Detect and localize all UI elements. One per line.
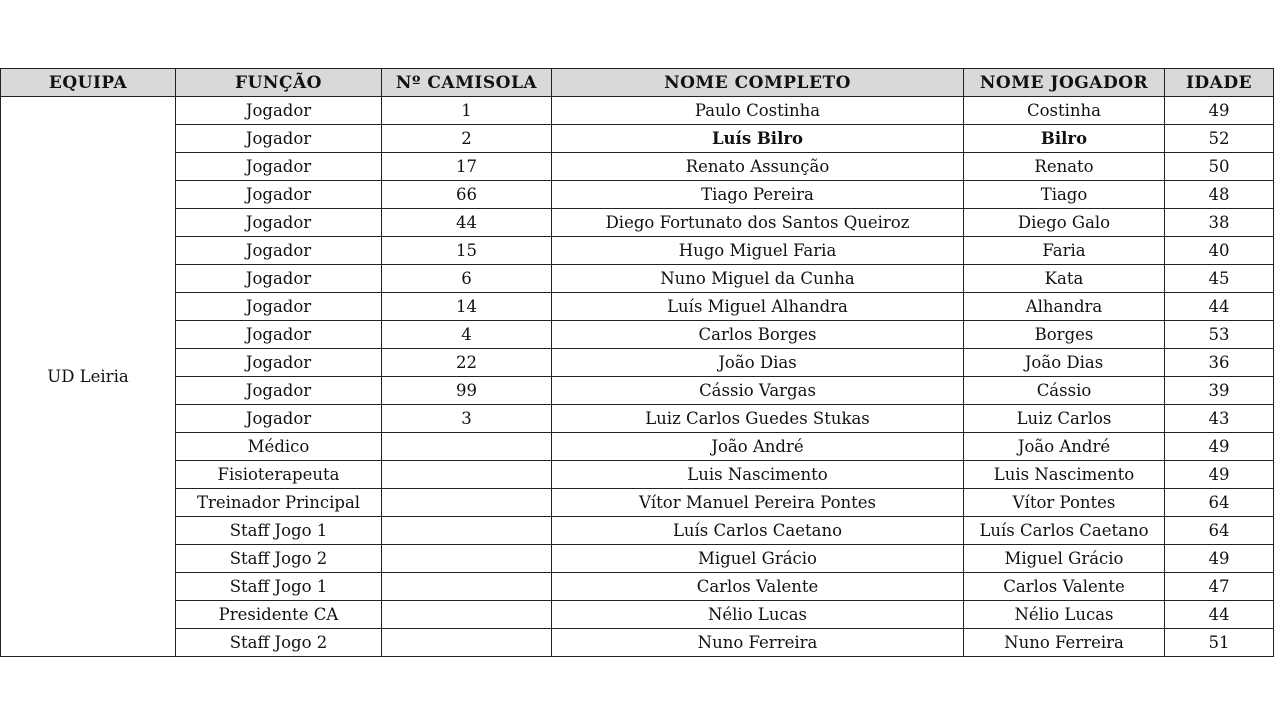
funcao-cell: Jogador — [176, 405, 382, 433]
nome-completo-cell: Tiago Pereira — [552, 181, 964, 209]
nome-jogador-cell: Vítor Pontes — [964, 489, 1165, 517]
funcao-cell: Jogador — [176, 125, 382, 153]
table-row — [1, 237, 1274, 265]
table-row — [1, 461, 1274, 489]
header-equipa: EQUIPA — [1, 69, 176, 97]
header-row — [1, 69, 1274, 97]
nome-completo-cell: Luis Nascimento — [552, 461, 964, 489]
nome-jogador-cell: Cássio — [964, 377, 1165, 405]
funcao-cell: Staff Jogo 2 — [176, 545, 382, 573]
camisola-cell: 3 — [382, 405, 552, 433]
nome-completo-cell: Miguel Grácio — [552, 545, 964, 573]
funcao-cell: Jogador — [176, 377, 382, 405]
idade-cell: 53 — [1165, 321, 1274, 349]
idade-cell: 43 — [1165, 405, 1274, 433]
header-nome-jogador: NOME JOGADOR — [964, 69, 1165, 97]
camisola-cell: 2 — [382, 125, 552, 153]
nome-jogador-cell: Bilro — [964, 125, 1165, 153]
nome-jogador-cell: Luiz Carlos — [964, 405, 1165, 433]
table-row — [1, 377, 1274, 405]
idade-cell: 39 — [1165, 377, 1274, 405]
funcao-cell: Jogador — [176, 349, 382, 377]
funcao-cell: Staff Jogo 2 — [176, 629, 382, 657]
idade-cell: 50 — [1165, 153, 1274, 181]
idade-cell: 64 — [1165, 489, 1274, 517]
table-row — [1, 573, 1274, 601]
nome-jogador-cell: Tiago — [964, 181, 1165, 209]
table-row — [1, 517, 1274, 545]
table-row — [1, 181, 1274, 209]
funcao-cell: Jogador — [176, 293, 382, 321]
nome-completo-cell: Nuno Ferreira — [552, 629, 964, 657]
table-row — [1, 321, 1274, 349]
nome-jogador-cell: Luís Carlos Caetano — [964, 517, 1165, 545]
idade-cell: 49 — [1165, 97, 1274, 125]
nome-jogador-cell: Faria — [964, 237, 1165, 265]
idade-cell: 52 — [1165, 125, 1274, 153]
team-cell: UD Leiria — [1, 97, 176, 657]
camisola-cell — [382, 517, 552, 545]
funcao-cell: Jogador — [176, 237, 382, 265]
nome-completo-cell: Luís Bilro — [552, 125, 964, 153]
camisola-cell: 1 — [382, 97, 552, 125]
nome-jogador-cell: Kata — [964, 265, 1165, 293]
table-row — [1, 125, 1274, 153]
roster-body — [1, 97, 1274, 657]
table-row — [1, 405, 1274, 433]
nome-jogador-cell: João Dias — [964, 349, 1165, 377]
table-row — [1, 97, 1274, 125]
roster-table — [0, 68, 1274, 657]
nome-jogador-cell: Diego Galo — [964, 209, 1165, 237]
funcao-cell: Jogador — [176, 209, 382, 237]
nome-completo-cell: Carlos Valente — [552, 573, 964, 601]
nome-completo-cell: Luís Carlos Caetano — [552, 517, 964, 545]
idade-cell: 49 — [1165, 433, 1274, 461]
table-row — [1, 153, 1274, 181]
table-row — [1, 545, 1274, 573]
idade-cell: 45 — [1165, 265, 1274, 293]
funcao-cell: Fisioterapeuta — [176, 461, 382, 489]
nome-jogador-cell: Borges — [964, 321, 1165, 349]
nome-jogador-cell: Costinha — [964, 97, 1165, 125]
nome-jogador-cell: Nélio Lucas — [964, 601, 1165, 629]
camisola-cell: 44 — [382, 209, 552, 237]
table-row — [1, 629, 1274, 657]
table-row — [1, 489, 1274, 517]
idade-cell: 44 — [1165, 601, 1274, 629]
table-row — [1, 209, 1274, 237]
nome-completo-cell: Paulo Costinha — [552, 97, 964, 125]
idade-cell: 64 — [1165, 517, 1274, 545]
header-funcao: FUNÇÃO — [176, 69, 382, 97]
nome-completo-cell: Renato Assunção — [552, 153, 964, 181]
table-row — [1, 293, 1274, 321]
funcao-cell: Médico — [176, 433, 382, 461]
camisola-cell: 99 — [382, 377, 552, 405]
camisola-cell: 6 — [382, 265, 552, 293]
nome-jogador-cell: Luis Nascimento — [964, 461, 1165, 489]
funcao-cell: Jogador — [176, 181, 382, 209]
nome-completo-cell: João Dias — [552, 349, 964, 377]
camisola-cell — [382, 629, 552, 657]
nome-completo-cell: Carlos Borges — [552, 321, 964, 349]
nome-completo-cell: Nuno Miguel da Cunha — [552, 265, 964, 293]
table-row — [1, 433, 1274, 461]
nome-jogador-cell: Nuno Ferreira — [964, 629, 1165, 657]
header-nome-completo: NOME COMPLETO — [552, 69, 964, 97]
camisola-cell — [382, 433, 552, 461]
idade-cell: 51 — [1165, 629, 1274, 657]
table-row — [1, 349, 1274, 377]
nome-jogador-cell: Alhandra — [964, 293, 1165, 321]
nome-jogador-cell: João André — [964, 433, 1165, 461]
camisola-cell: 17 — [382, 153, 552, 181]
funcao-cell: Presidente CA — [176, 601, 382, 629]
funcao-cell: Jogador — [176, 153, 382, 181]
nome-completo-cell: Luís Miguel Alhandra — [552, 293, 964, 321]
idade-cell: 38 — [1165, 209, 1274, 237]
idade-cell: 36 — [1165, 349, 1274, 377]
nome-jogador-cell: Carlos Valente — [964, 573, 1165, 601]
idade-cell: 47 — [1165, 573, 1274, 601]
table-row — [1, 265, 1274, 293]
nome-completo-cell: Luiz Carlos Guedes Stukas — [552, 405, 964, 433]
nome-completo-cell: Hugo Miguel Faria — [552, 237, 964, 265]
idade-cell: 44 — [1165, 293, 1274, 321]
camisola-cell: 22 — [382, 349, 552, 377]
camisola-cell — [382, 601, 552, 629]
funcao-cell: Treinador Principal — [176, 489, 382, 517]
table-row — [1, 601, 1274, 629]
camisola-cell: 14 — [382, 293, 552, 321]
idade-cell: 48 — [1165, 181, 1274, 209]
header-camisola: Nº CAMISOLA — [382, 69, 552, 97]
funcao-cell: Staff Jogo 1 — [176, 517, 382, 545]
camisola-cell: 4 — [382, 321, 552, 349]
nome-completo-cell: Nélio Lucas — [552, 601, 964, 629]
funcao-cell: Jogador — [176, 321, 382, 349]
nome-jogador-cell: Miguel Grácio — [964, 545, 1165, 573]
header-idade: IDADE — [1165, 69, 1274, 97]
idade-cell: 49 — [1165, 545, 1274, 573]
funcao-cell: Jogador — [176, 97, 382, 125]
idade-cell: 49 — [1165, 461, 1274, 489]
nome-completo-cell: Diego Fortunato dos Santos Queiroz — [552, 209, 964, 237]
camisola-cell: 66 — [382, 181, 552, 209]
nome-completo-cell: Vítor Manuel Pereira Pontes — [552, 489, 964, 517]
camisola-cell — [382, 573, 552, 601]
camisola-cell: 15 — [382, 237, 552, 265]
camisola-cell — [382, 545, 552, 573]
camisola-cell — [382, 489, 552, 517]
camisola-cell — [382, 461, 552, 489]
nome-jogador-cell: Renato — [964, 153, 1165, 181]
funcao-cell: Jogador — [176, 265, 382, 293]
nome-completo-cell: João André — [552, 433, 964, 461]
funcao-cell: Staff Jogo 1 — [176, 573, 382, 601]
idade-cell: 40 — [1165, 237, 1274, 265]
nome-completo-cell: Cássio Vargas — [552, 377, 964, 405]
